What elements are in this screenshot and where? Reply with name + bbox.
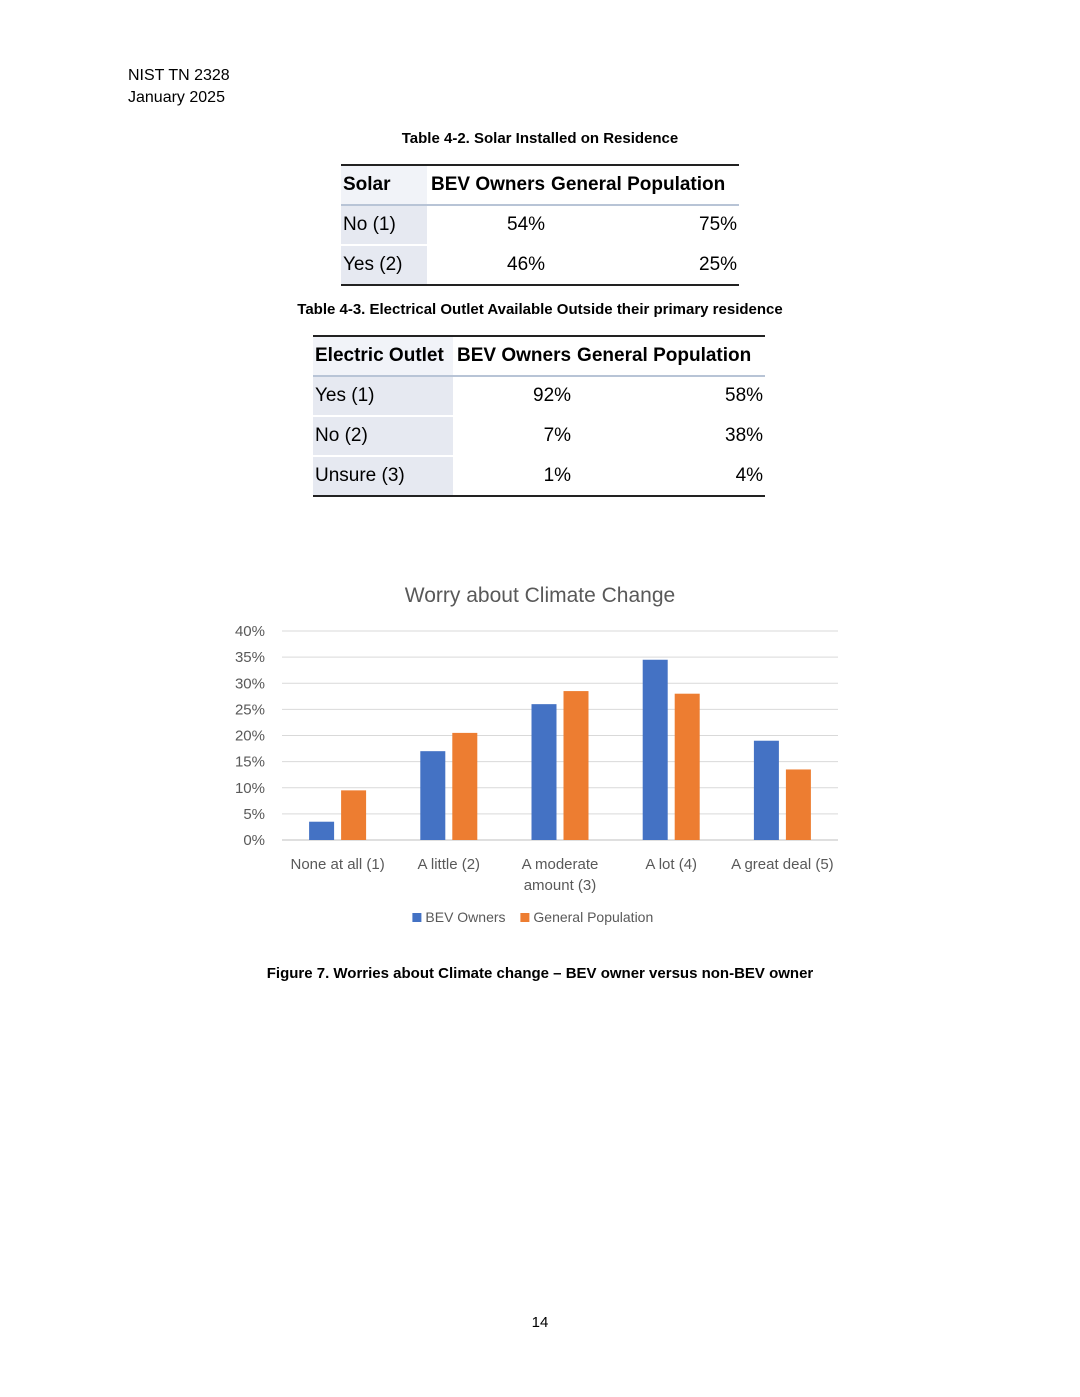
table-cell: 38% bbox=[573, 417, 765, 457]
y-tick-label: 25% bbox=[234, 701, 265, 719]
page-header bbox=[128, 65, 230, 109]
column-header: General Population bbox=[547, 164, 739, 206]
legend-swatch bbox=[412, 913, 421, 922]
doc-date: January 2025 bbox=[128, 89, 225, 106]
y-tick-label: 5% bbox=[243, 805, 265, 823]
worry-climate-chart bbox=[225, 570, 855, 940]
bar-bev-owners bbox=[420, 751, 445, 840]
bar-bev-owners bbox=[754, 741, 779, 840]
x-tick-label: A lot (4) bbox=[645, 856, 698, 873]
legend-label: BEV Owners bbox=[425, 909, 506, 925]
table-row bbox=[341, 246, 739, 286]
figure-7-caption: Figure 7. Worries about Climate change – BEV owner versus non-BEV owner bbox=[266, 965, 814, 982]
table-4-3-caption: Table 4-3. Electrical Outlet Available Outside their primary residence bbox=[297, 301, 783, 318]
table-row bbox=[313, 377, 765, 417]
row-label: No (1) bbox=[341, 206, 427, 246]
bar-general-population bbox=[341, 790, 366, 840]
table-cell: 58% bbox=[573, 377, 765, 417]
table-header-row bbox=[313, 335, 765, 377]
row-label: Unsure (3) bbox=[313, 457, 453, 497]
x-tick-label: None at all (1) bbox=[290, 856, 385, 873]
x-tick-label: A little (2) bbox=[417, 856, 481, 873]
legend-label: General Population bbox=[533, 909, 654, 925]
table-cell: 54% bbox=[427, 206, 547, 246]
table-cell: 25% bbox=[547, 246, 739, 286]
y-tick-label: 10% bbox=[234, 779, 265, 797]
table-cell: 92% bbox=[453, 377, 573, 417]
y-tick-label: 15% bbox=[234, 753, 265, 771]
table-cell: 1% bbox=[453, 457, 573, 497]
column-header: BEV Owners bbox=[453, 335, 573, 377]
solar-table bbox=[341, 164, 739, 286]
bar-general-population bbox=[675, 694, 700, 840]
bar-general-population bbox=[564, 691, 589, 840]
electric-outlet-table bbox=[313, 335, 765, 497]
table-row bbox=[313, 417, 765, 457]
row-label: Yes (2) bbox=[341, 246, 427, 286]
y-tick-label: 0% bbox=[243, 832, 265, 849]
table-4-2-caption: Table 4-2. Solar Installed on Residence bbox=[401, 130, 679, 147]
table-header-row bbox=[341, 164, 739, 206]
table-cell: 7% bbox=[453, 417, 573, 457]
column-header: Solar bbox=[341, 164, 427, 206]
page-number: 14 bbox=[531, 1314, 549, 1331]
bar-general-population bbox=[452, 733, 477, 840]
table-row bbox=[313, 457, 765, 497]
chart-bars bbox=[309, 660, 811, 840]
table-row bbox=[341, 206, 739, 246]
x-tick-label: A moderate amount (3) bbox=[521, 856, 599, 894]
bar-general-population bbox=[786, 769, 811, 840]
bar-bev-owners bbox=[643, 660, 668, 840]
row-label: Yes (1) bbox=[313, 377, 453, 417]
y-tick-label: 40% bbox=[234, 623, 265, 640]
row-label: No (2) bbox=[313, 417, 453, 457]
table-cell: 46% bbox=[427, 246, 547, 286]
chart-legend bbox=[412, 909, 653, 925]
bar-bev-owners bbox=[309, 822, 334, 840]
column-header: BEV Owners bbox=[427, 164, 547, 206]
chart-title: Worry about Climate Change bbox=[404, 584, 676, 607]
table-cell: 75% bbox=[547, 206, 739, 246]
bar-bev-owners bbox=[532, 704, 557, 840]
column-header: General Population bbox=[573, 335, 765, 377]
y-tick-label: 35% bbox=[234, 649, 265, 667]
y-tick-label: 30% bbox=[234, 675, 265, 693]
legend-swatch bbox=[520, 913, 529, 922]
column-header: Electric Outlet bbox=[313, 335, 453, 377]
x-tick-label: A great deal (5) bbox=[731, 856, 834, 873]
doc-id: NIST TN 2328 bbox=[128, 67, 230, 84]
y-tick-label: 20% bbox=[234, 727, 265, 745]
table-cell: 4% bbox=[573, 457, 765, 497]
